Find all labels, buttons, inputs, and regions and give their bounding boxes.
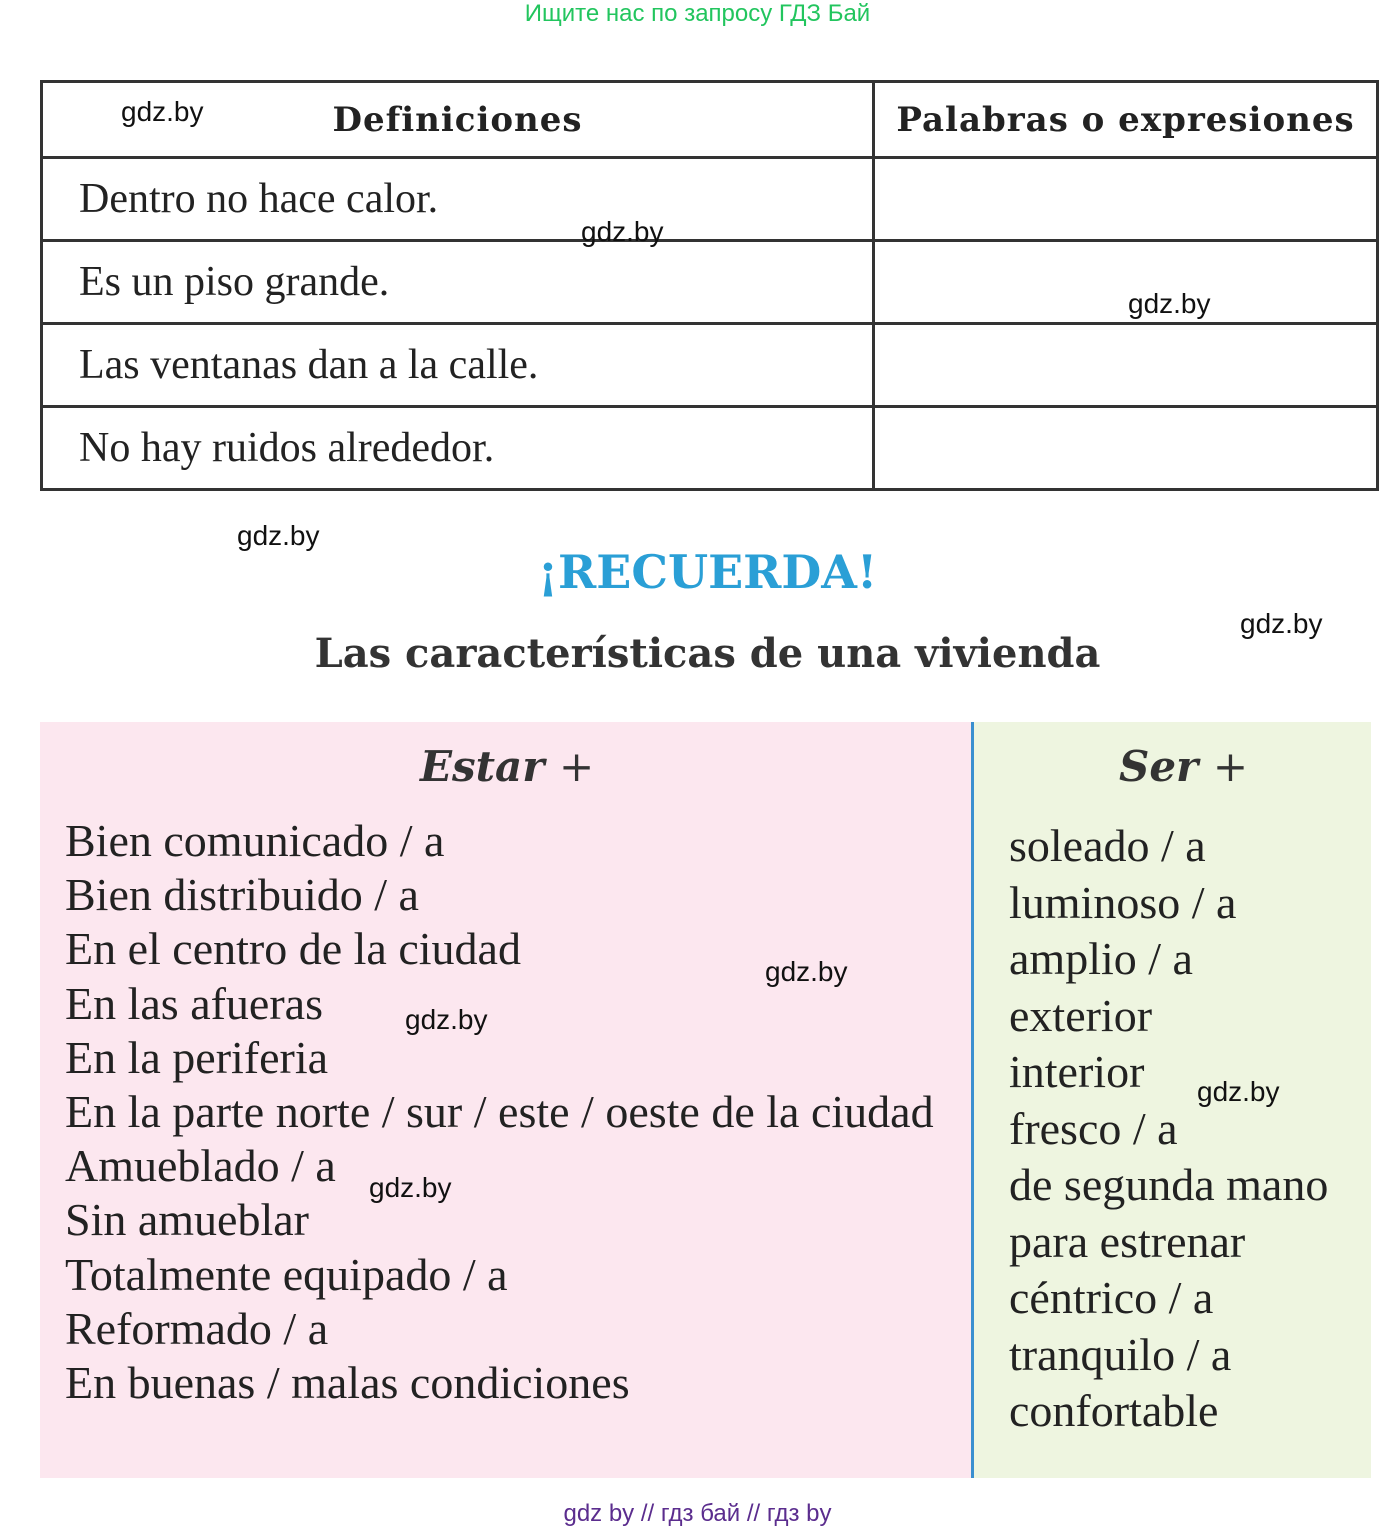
- list-item: amplio / a: [1009, 933, 1193, 984]
- ser-verb: Ser: [1119, 742, 1199, 791]
- definition-cell: Las ventanas dan a la calle.: [42, 324, 874, 407]
- definitions-table: [40, 80, 1379, 491]
- ser-box: [974, 722, 1371, 1478]
- list-item: tranquilo / a: [1009, 1328, 1232, 1380]
- list-item: exterior: [1009, 989, 1153, 1041]
- header-definiciones: Definiciones: [42, 82, 874, 158]
- list-item: de segunda mano: [1009, 1159, 1329, 1210]
- list-item: En buenas / malas condiciones: [65, 1357, 630, 1409]
- list-item: En la parte norte / sur / este / oeste de la ciudad: [65, 1086, 934, 1138]
- estar-heading: [420, 742, 594, 791]
- list-item: interior: [1009, 1046, 1145, 1097]
- watermark: gdz.by: [1128, 288, 1211, 319]
- estar-verb: Estar: [420, 742, 545, 791]
- answer-cell: [874, 158, 1378, 241]
- watermark: gdz.by: [1197, 1076, 1280, 1107]
- ser-heading: [1119, 742, 1248, 791]
- list-item: céntrico / a: [1009, 1272, 1214, 1323]
- footer-links: gdz by // гдз бай // гдз by: [563, 1500, 832, 1527]
- header-palabras: Palabras o expresiones: [874, 82, 1378, 158]
- list-item: luminoso / a: [1009, 876, 1237, 928]
- list-item: Reformado / a: [65, 1302, 329, 1354]
- watermark: gdz.by: [1240, 608, 1323, 639]
- answer-cell: [874, 241, 1378, 324]
- section-subtitle: Las características de una vivienda: [314, 630, 1101, 677]
- recuerda-heading: ¡RECUERDA!: [537, 545, 878, 599]
- estar-list: [65, 814, 955, 1410]
- list-item: En las afueras: [65, 977, 323, 1029]
- answer-cell: [874, 407, 1378, 490]
- list-item: confortable: [1009, 1385, 1219, 1436]
- table-row: [42, 324, 1378, 407]
- watermark: gdz.by: [765, 956, 848, 987]
- list-item: para estrenar: [1009, 1215, 1246, 1267]
- ser-plus: +: [1212, 742, 1249, 791]
- watermark: gdz.by: [369, 1172, 452, 1203]
- list-item: Amueblado / a: [65, 1140, 336, 1192]
- estar-plus: +: [559, 742, 595, 791]
- estar-box: [40, 722, 972, 1478]
- list-item: Totalmente equipado / a: [65, 1248, 508, 1300]
- definition-cell: Dentro no hace calor.: [42, 158, 874, 241]
- table-row: [42, 158, 1378, 241]
- watermark: gdz.by: [581, 216, 664, 247]
- answer-cell: [874, 324, 1378, 407]
- list-item: Bien distribuido / a: [65, 869, 419, 921]
- definition-cell: Es un piso grande.: [42, 241, 874, 324]
- table-header-row: [42, 82, 1378, 158]
- top-banner: Ищите нас по запросу ГДЗ Бай: [524, 0, 871, 27]
- list-item: En el centro de la ciudad: [65, 923, 521, 975]
- list-item: Bien comunicado / a: [65, 815, 445, 866]
- list-item: fresco / a: [1009, 1102, 1178, 1154]
- ser-list: [1009, 818, 1369, 1440]
- list-item: soleado / a: [1009, 820, 1206, 871]
- watermark: gdz.by: [237, 520, 320, 551]
- list-item: En la periferia: [65, 1031, 329, 1083]
- watermark: gdz.by: [121, 96, 204, 127]
- watermark: gdz.by: [405, 1004, 488, 1035]
- definition-cell: No hay ruidos alrededor.: [42, 407, 874, 490]
- table-row: [42, 407, 1378, 490]
- list-item: Sin amueblar: [65, 1194, 309, 1246]
